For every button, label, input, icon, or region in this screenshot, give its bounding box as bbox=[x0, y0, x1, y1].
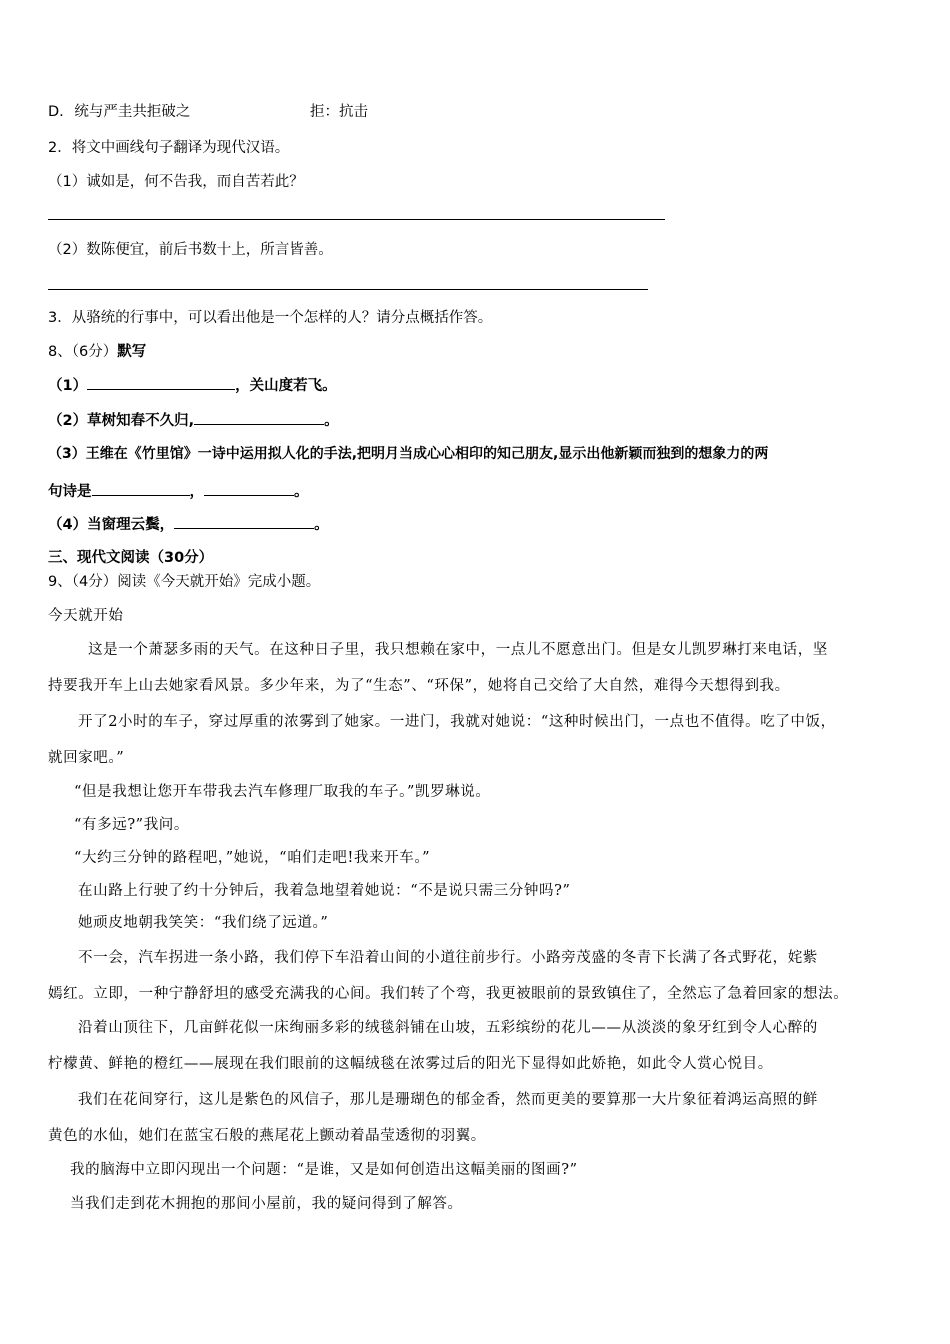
option-d-gloss: 拒：抗击 bbox=[310, 104, 368, 120]
article-line: 她顽皮地朝我笑笑：“我们绕了远道。” bbox=[78, 915, 329, 931]
q8-line-4 bbox=[48, 514, 329, 535]
answer-line-2 bbox=[48, 289, 648, 290]
article-line: 就回家吧。” bbox=[48, 750, 125, 766]
q8-l3-separator: ， bbox=[189, 484, 204, 500]
q8-l3-prefix: 句诗是 bbox=[48, 484, 92, 500]
article-line: 黄色的水仙，她们在蓝宝石般的燕尾花上颤动着晶莹透彻的羽翼。 bbox=[48, 1128, 486, 1144]
fill-blank-3a[interactable] bbox=[92, 481, 190, 496]
article-line: 当我们走到花木拥抱的那间小屋前，我的疑问得到了解答。 bbox=[70, 1196, 463, 1212]
q8-number: 8、（6分） bbox=[48, 344, 118, 360]
answer-line-1 bbox=[48, 219, 665, 220]
article-line: 我们在花间穿行，这儿是紫色的风信子，那儿是珊瑚色的郁金香，然而更美的要算那一大片象征着鸿运高照的鲜 bbox=[78, 1092, 818, 1108]
article-line: 不一会，汽车拐进一条小路，我们停下车沿着山间的小道往前步行。小路旁茂盛的冬青下长满了各式野花，姹紫 bbox=[78, 950, 818, 966]
q2-sentence-2: （2）数陈便宜，前后书数十上，所言皆善。 bbox=[48, 242, 333, 258]
article-line: 持要我开车上山去她家看风景。多少年来，为了“生态”、“环保”，她将自己交给了大自然，难得今天想得到我。 bbox=[48, 678, 790, 694]
article-line: 开了2小时的车子，穿过厚重的浓雾到了她家。一进门，我就对她说：“这种时候出门，一点也不值得。吃了中饭， bbox=[78, 714, 836, 730]
article-line: 这是一个萧瑟多雨的天气。在这种日子里，我只想赖在家中，一点儿不愿意出门。但是女儿凯罗琳打来电话，坚 bbox=[88, 642, 828, 658]
q8-heading bbox=[48, 342, 146, 362]
fill-blank-3b[interactable] bbox=[204, 481, 294, 496]
article-line: “有多远?”我问。 bbox=[74, 817, 189, 833]
article-line: 嫣红。立即，一种宁静舒坦的感受充满我的心间。我们转了个弯，我更被眼前的景致镇住了，全然忘了急着回家的想法。 bbox=[48, 986, 849, 1002]
article-line: “但是我想让您开车带我去汽车修理厂取我的车子。”凯罗琳说。 bbox=[74, 784, 491, 800]
q8-line-3b bbox=[48, 481, 309, 502]
fill-blank-2[interactable] bbox=[194, 410, 324, 425]
fill-blank-4[interactable] bbox=[174, 514, 314, 529]
q8-title: 默写 bbox=[117, 344, 147, 360]
q2-prompt: 2．将文中画线句子翻译为现代汉语。 bbox=[48, 140, 290, 156]
q8-l2-prefix: （2）草树知春不久归, bbox=[48, 413, 195, 429]
q8-l2-suffix: 。 bbox=[324, 413, 339, 429]
q9-prompt: 9、（4分）阅读《今天就开始》完成小题。 bbox=[48, 574, 321, 590]
article-title: 今天就开始 bbox=[48, 608, 124, 624]
section-3-heading: 三、现代文阅读（30分） bbox=[48, 550, 214, 566]
q2-sentence-1: （1）诚如是，何不告我，而自苦若此？ bbox=[48, 174, 304, 190]
q8-l3-suffix: 。 bbox=[294, 484, 309, 500]
article-line: “大约三分钟的路程吧，”她说，“咱们走吧!我来开车。” bbox=[74, 850, 431, 866]
q8-l4-suffix: 。 bbox=[314, 517, 329, 533]
q3-prompt: 3．从骆统的行事中，可以看出他是一个怎样的人？请分点概括作答。 bbox=[48, 310, 493, 326]
q8-l1-suffix: ，关山度若飞。 bbox=[235, 378, 337, 394]
article-line: 我的脑海中立即闪现出一个问题：“是谁，又是如何创造出这幅美丽的图画?” bbox=[70, 1162, 578, 1178]
q8-line-2 bbox=[48, 410, 339, 431]
q8-l4-prefix: （4）当窗理云鬓， bbox=[48, 517, 175, 533]
option-d-text: 统与严圭共拒破之 bbox=[74, 104, 191, 120]
q8-line-1 bbox=[48, 375, 337, 396]
article-line: 柠檬黄、鲜艳的橙红——展现在我们眼前的这幅绒毯在浓雾过后的阳光下显得如此娇艳，如此令人赏心悦目。 bbox=[48, 1056, 773, 1072]
q8-l1-prefix: （1） bbox=[48, 378, 88, 394]
option-d-line bbox=[48, 102, 190, 122]
article-line: 在山路上行驶了约十分钟后，我着急地望着她说：“不是说只需三分钟吗?” bbox=[78, 883, 571, 899]
fill-blank-1[interactable] bbox=[87, 375, 235, 390]
option-d-label: D. bbox=[48, 104, 64, 120]
article-line: 沿着山顶往下，几亩鲜花似一床绚丽多彩的绒毯斜铺在山坡，五彩缤纷的花儿——从淡淡的象牙红到令人心醉的 bbox=[78, 1020, 818, 1036]
q8-line-3a: （3）王维在《竹里馆》一诗中运用拟人化的手法,把明月当成心心相印的知己朋友,显示出他新颖而独到的想象力的两 bbox=[48, 446, 769, 462]
